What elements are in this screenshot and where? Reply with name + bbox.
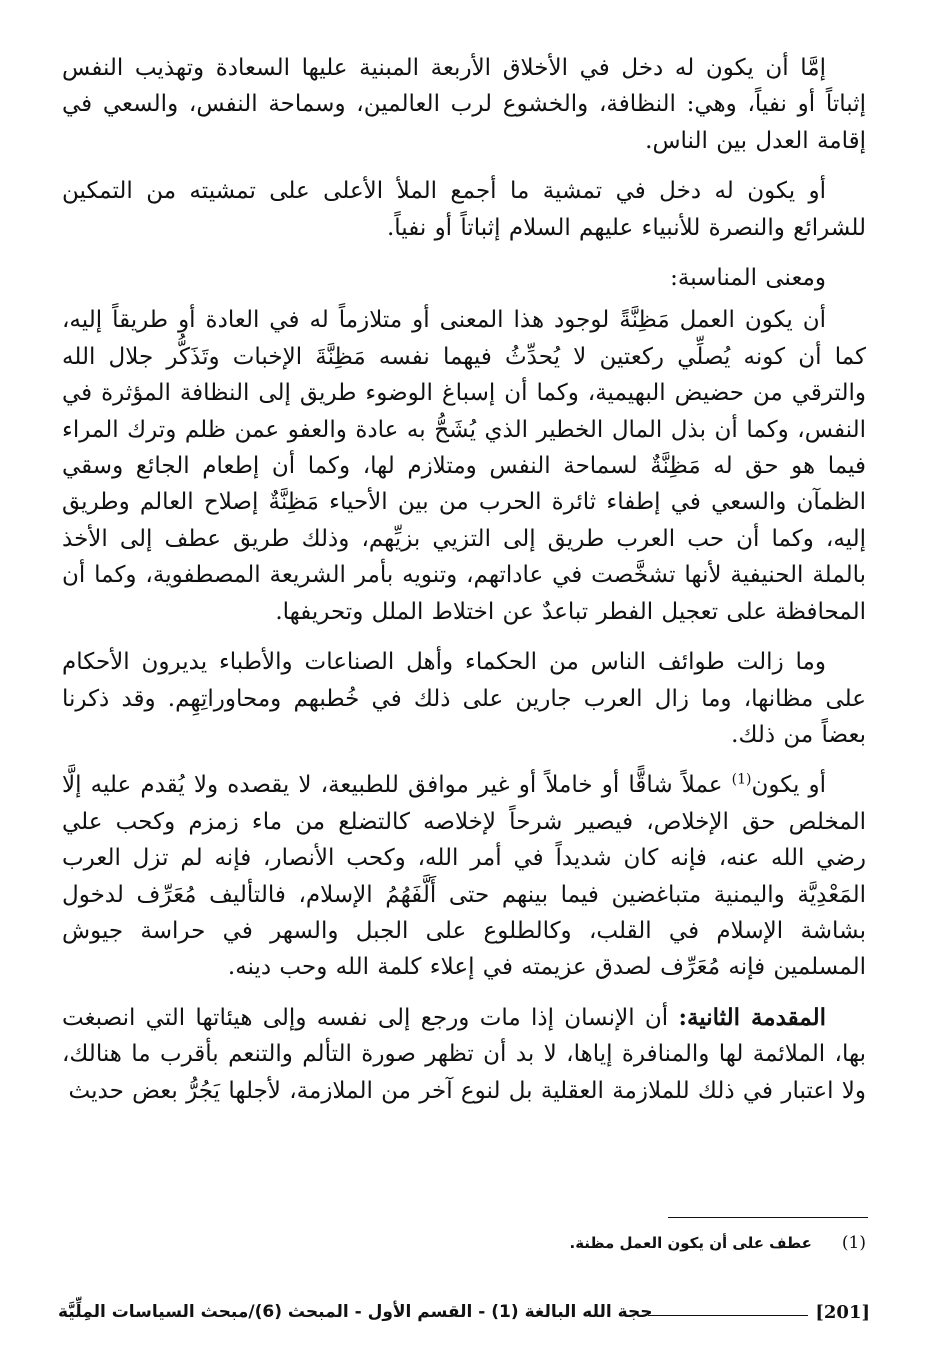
paragraph-6-rest: عملاً شاقًّا أو خاملاً أو غير موافق للطبيعة، لا يقصده ولا يُقدم عليه إلَّا المخلص حق الإخلاص، فيصير شرحاً لإخلاصه كالتضلع من ماء زمزم وكحب علي رضي الله عنه، فإنه كان شديداً في أمر الله، وكحب الأنصار، فإنه لم تزل العرب المَعْدِيَّة واليمنية متباغضين فيما بينهم حتى أَلَّفَهُمُ الإسلام، فالتأليف مُعَرِّف لدخول بشاشة الإسلام في القلب، وكالطلوع على الجبل والسهر في حراسة جيوش المسلمين فإنه مُعَرِّف لصدق عزيمته في إعلاء كلمة الله وحب دينه.: [62, 772, 866, 981]
footnote-number: (1): [841, 1233, 866, 1253]
footnote-reference[interactable]: (1): [731, 771, 752, 788]
section-heading: المقدمة الثانية:: [678, 1003, 826, 1031]
main-text: [62, 50, 866, 1123]
running-title: حجة الله البالغة (1) - القسم الأول - المبحث (6)/مبحث السياسات المِلِّيَّة: [58, 1302, 653, 1322]
page-number: [201]: [815, 1302, 870, 1323]
paragraph-3: ومعنى المناسبة:: [670, 265, 826, 292]
footnote-divider: [668, 1217, 868, 1218]
footnote-text: عطف على أن يكون العمل مظنة.: [569, 1234, 812, 1252]
paragraph-7: [62, 1000, 866, 1109]
paragraph-5: وما زالت طوائف الناس من الحكماء وأهل الصناعات والأطباء يديرون الأحكام على مظانها، وما زال العرب جارين على ذلك في خُطبهم ومحاوراتِهِم. وقد ذكرنا بعضاً من ذلك.: [62, 649, 866, 748]
paragraph-4: أن يكون العمل مَظِنَّةً لوجود هذا المعنى أو متلازماً له في العادة أو طريقاً إليه، كما أن كونه يُصلِّي ركعتين لا يُحدِّثُ فيهما نفسه مَظِنَّةَ الإخبات وتَذَكُّر جلال الله والترقي من حضيض البهيمية، وكما أن إسباغ الوضوء طريق إلى النظافة المؤثرة في النفس، وكما أن بذل المال الخطير الذي يُشَحُّ به عادة والعفو عمن ظلم وترك المراء فيما هو حق له مَظِنَّةٌ لسماحة النفس ومتلازم لها، وكما أن إطعام الجائع وسقي الظمآن والسعي في إطفاء ثائرة الحرب من بين الأحياء مَظِنَّةٌ إصلاح العالم وطريق إليه، وكما أن حب العرب طريق إلى التزيي بزيِّهم، وذلك طريق عطف إلى الأخذ بالملة الحنيفية لأنها تشخَّصت في عاداتهم، وتنويه بأمر الشريعة المصطفوية، وكما أن المحافظة على تعجيل الفطر تباعدٌ عن اختلاط الملل وتحريفها.: [62, 307, 867, 625]
paragraph-6-start: أو يكون: [751, 772, 827, 799]
page-footer: [58, 1302, 870, 1330]
paragraph-1: إمَّا أن يكون له دخل في الأخلاق الأربعة المبنية عليها السعادة وتهذيب النفس إثباتاً أو نفياً، وهي: النظافة، والخشوع لرب العالمين، وسماحة النفس، والسعي في إقامة العدل بين الناس.: [62, 55, 866, 154]
footnote: [570, 1233, 867, 1253]
footer-divider: [648, 1315, 808, 1316]
paragraph-7-rest: أن الإنسان إذا مات ورجع إلى نفسه وإلى هيئاتها التي انصبغت بها، الملائمة لها والمنافرة إياها، لا بد أن تظهر صورة التألم والتنعم بأقرب ما هنالك، ولا اعتبار في ذلك للملازمة العقلية بل لنوع آخر من الملازمة، لأجلها يَجُرُّ بعض حديث: [62, 1004, 866, 1104]
paragraph-2: أو يكون له دخل في تمشية ما أجمع الملأ الأعلى على تمشيته من التمكين للشرائع والنصرة للأنبياء عليهم السلام إثباتاً أو نفياً.: [62, 178, 866, 241]
paragraph-6: [62, 767, 866, 985]
